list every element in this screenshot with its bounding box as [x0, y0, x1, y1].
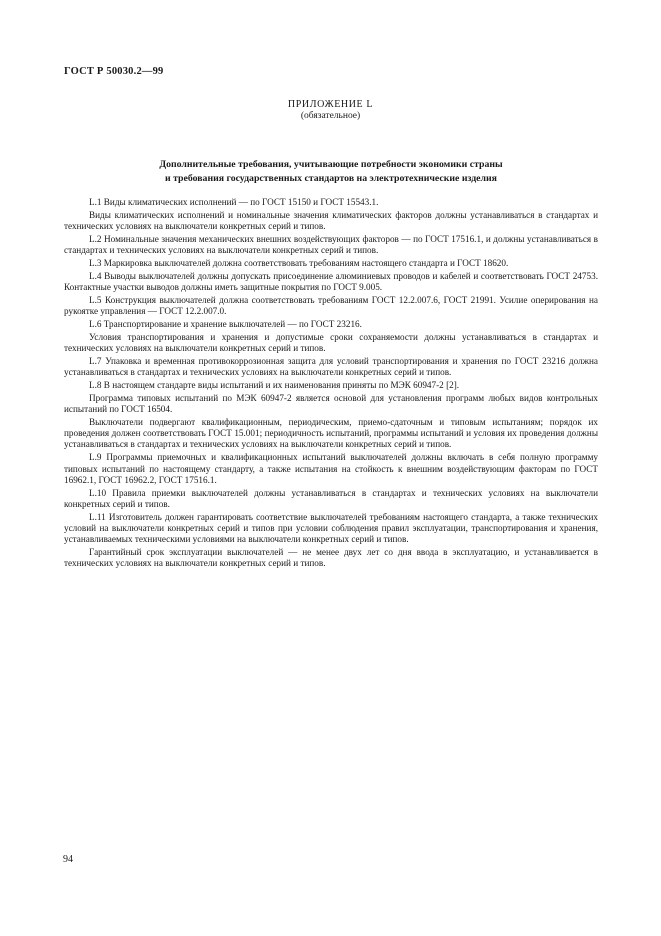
body-text	[64, 197, 598, 571]
section-title	[64, 158, 598, 185]
paragraph: L.5 Конструкция выключателей должна соответствовать требованиям ГОСТ 12.2.007.6, ГОСТ 21991. Усилие оперирования на рукоятке управления — ГОСТ 12.2.007.0.	[64, 294, 598, 317]
paragraph: L.6 Транспортирование и хранение выключателей — по ГОСТ 23216.	[89, 318, 362, 329]
paragraph: L.2 Номинальные значения механических внешних воздействующих факторов — по ГОСТ 17516.1, и должны устанавливаться в стандартах и технических условиях на выключатели конкретных серий и типов.	[64, 233, 598, 256]
section-title-line-2: и требования государственных стандартов на электротехнические изделия	[165, 172, 497, 184]
page-number: 94	[63, 854, 73, 865]
paragraph: Выключатели подвергают квалификационным, периодическим, приемо-сдаточным и типовым испытаниям; порядок их проведения должен соответствовать ГОСТ 15.001; периодичность испытаний, программы испытаний и условия их проведения должны устанавливаться в стандартах и технических условиях на выключатели конкретных серий и типов.	[64, 416, 598, 450]
standard-code-header: ГОСТ Р 50030.2—99	[64, 66, 164, 77]
paragraph: L.10 Правила приемки выключателей должны устанавливаться в стандартах и технических условиях на выключатели конкретных серий и типов.	[64, 487, 598, 509]
paragraph: Виды климатических исполнений и номинальные значения климатических факторов должны устанавливаться в стандартах и технических условиях на выключатели конкретных серий и типов.	[64, 209, 598, 232]
paragraph: L.7 Упаковка и временная противокоррозионная защита для условий транспортирования и хранения по ГОСТ 23216 должна устанавливаться в стандартах и технических условиях на выключатели конкретных серий и типов.	[64, 355, 598, 378]
section-title-line-1: Дополнительные требования, учитывающие потребности экономики страны	[159, 159, 503, 170]
appendix-title: ПРИЛОЖЕНИЕ L	[287, 99, 374, 110]
paragraph: L.4 Выводы выключателей должны допускать присоединение алюминиевых проводов и кабелей и соответствовать ГОСТ 24753. Контактные участки выводов должны иметь защитные покрытия по ГОСТ 9.005.	[64, 270, 598, 293]
paragraph: L.9 Программы приемочных и квалификационных испытаний выключателей должны включать в себя полную программу типовых испытаний по настоящему стандарту, а также испытания на стойкость к внешним воздействующим факторам по ГОСТ 16962.1, ГОСТ 16962.2, ГОСТ 17516.1.	[64, 452, 598, 485]
paragraph: Условия транспортирования и хранения и допустимые сроки сохраняемости должны устанавливаться в стандартах и технических условиях на выключатели конкретных серий и типов.	[64, 331, 598, 354]
paragraph: Гарантийный срок эксплуатации выключателей — не менее двух лет со дня ввода в эксплуатацию, и устанавливается в технических условиях на выключатели конкретных серий и типов.	[64, 547, 598, 569]
paragraph: L.11 Изготовитель должен гарантировать соответствие выключателей требованиям настоящего стандарта, а также технических условий на выключатели конкретных серий и типов при условии соблюдения правил эксплуатации, транспортирования и хранения, устанавливаемых техническими условиями на выключатели конкретных серий и типов.	[64, 511, 598, 545]
paragraph: Программа типовых испытаний по МЭК 60947-2 является основой для установления программ любых видов контрольных испытаний по ГОСТ 16504.	[64, 392, 598, 415]
paragraph: L.1 Виды климатических исполнений — по ГОСТ 15150 и ГОСТ 15543.1.	[89, 197, 379, 207]
paragraph: L.8 В настоящем стандарте виды испытаний и их наименования приняты по МЭК 60947-2 [2].	[89, 379, 460, 390]
appendix-subtitle: (обязательное)	[300, 111, 361, 121]
paragraph: L.3 Маркировка выключателей должна соответствовать требованиям настоящего стандарта и ГОСТ 18620.	[89, 257, 509, 268]
